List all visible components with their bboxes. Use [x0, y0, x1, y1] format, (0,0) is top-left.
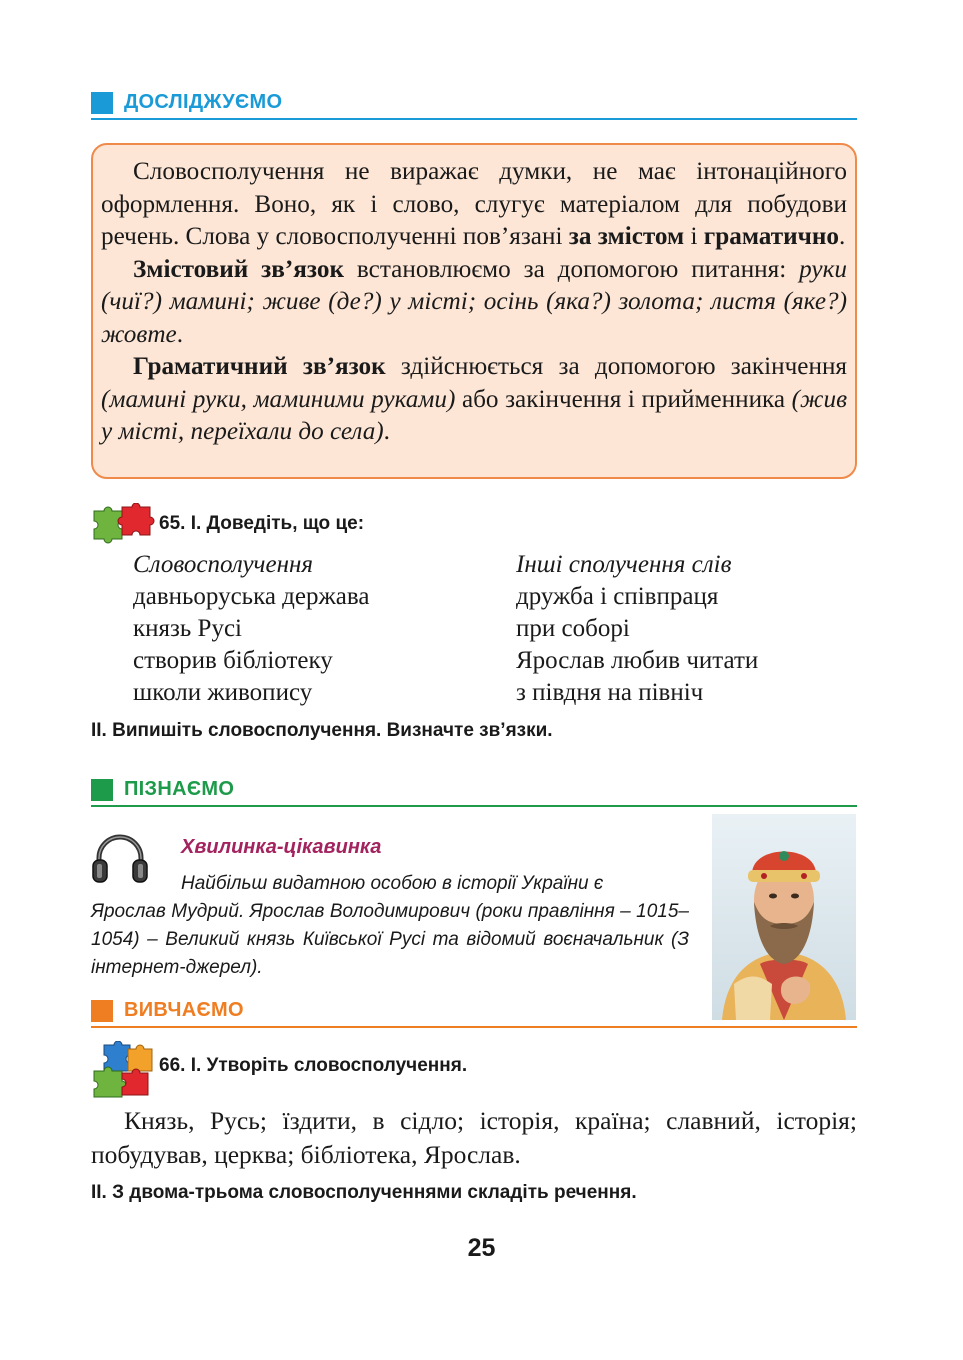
list-item: давньоруська держава: [133, 583, 370, 610]
fact-text: [91, 870, 689, 982]
task-65-part-2: ІІ. Випишіть словосполучення. Визначте зв’язки.: [91, 720, 553, 741]
list-item: Ярослав любив читати: [516, 647, 759, 674]
section-title: ПІЗНАЄМО: [124, 778, 235, 800]
task-66-words: Князь, Русь; їздити, в сідло; історія, країна; славний, історія; побудував, церква; бібліотека, Ярослав.: [91, 1106, 857, 1169]
fact-line-1: Найбільш видатною особою в історії України є: [181, 873, 604, 894]
list-item: князь Русі: [133, 615, 242, 642]
column-other-combinations: [516, 549, 758, 709]
puzzle-icon: [90, 1041, 154, 1099]
theory-paragraph-2: Змістовий зв’язок встановлюємо за допомогою питання: руки (чиї?) мамині; живе (де?) у місті; осінь (яка?) золота; листя (яке?) жовте.: [101, 255, 847, 348]
task-66-title: 66. І. Утворіть словосполучення.: [159, 1055, 468, 1076]
section-marker: [91, 779, 113, 801]
fact-title: Хвилинка-цікавинка: [181, 836, 382, 858]
theory-paragraph-1: Словосполучення не виражає думки, не має інтонаційного оформлення. Воно, як і слово, слугує матеріалом для побудови речень. Слова у словосполученні пов’язані за змістом і граматично.: [101, 158, 847, 250]
task-66-part-2: ІІ. З двома-трьома словосполученнями складіть речення.: [91, 1182, 637, 1203]
column-header: Словосполучення: [133, 551, 313, 578]
section-title: ДОСЛІДЖУЄМО: [124, 91, 283, 113]
section-header-research: [91, 88, 857, 120]
task-66-text: [91, 1104, 857, 1172]
list-item: школи живопису: [133, 679, 313, 706]
list-item: при соборі: [516, 615, 630, 642]
portrait-yaroslav-image: [712, 814, 856, 1020]
section-rule: [91, 118, 857, 120]
column-header: Інші сполучення слів: [516, 551, 732, 578]
theory-box: [91, 143, 857, 479]
list-item: створив бібліотеку: [133, 647, 333, 674]
theory-paragraph-3: Граматичний зв’язок здійснюється за допомогою закінчення (мамині руки, маминими руками) або закінчення і прийменника (жив у місті, переїхали до села).: [101, 353, 848, 445]
section-rule: [91, 805, 857, 807]
list-item: з півдня на північ: [516, 679, 704, 706]
section-title: ВИВЧАЄМО: [124, 999, 244, 1021]
list-item: дружба і співпраця: [516, 583, 719, 610]
task-65-title: 65. І. Доведіть, що це:: [159, 513, 365, 534]
section-marker: [91, 1000, 113, 1022]
puzzle-icon: [90, 503, 156, 545]
section-rule: [91, 1026, 857, 1028]
fact-rest: Ярослав Мудрий. Ярослав Володимирович (роки правління – 1015–1054) – Великий князь Київської Русі та відомий воєначальник (З інтернет-джерел).: [91, 901, 689, 978]
page-number: 25: [467, 1234, 496, 1262]
section-header-learn: [91, 775, 857, 807]
column-word-combinations: [133, 549, 369, 709]
section-header-study: [91, 996, 703, 1028]
section-marker: [91, 92, 113, 114]
